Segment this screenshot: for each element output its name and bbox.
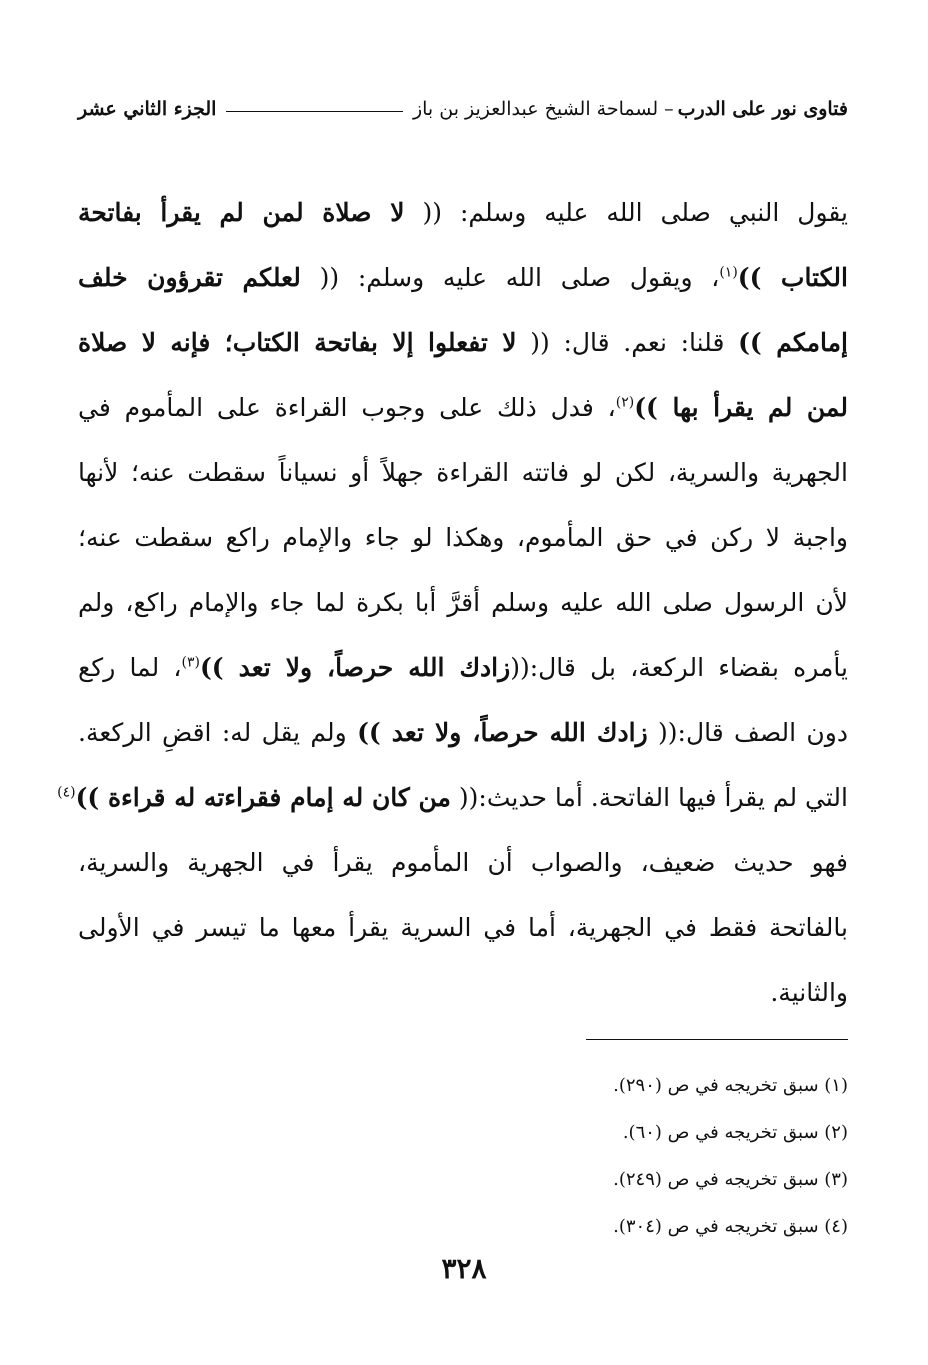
footnote-item: (١) سبق تخريجه في ص (٢٩٠). — [613, 1075, 848, 1096]
hadith-quote: زادك الله حرصاً، ولا تعد )) — [199, 653, 511, 682]
hadith-quote: زادك الله حرصاً، ولا تعد )) — [357, 718, 648, 747]
text-line: التي لم يقرأ فيها الفاتحة. أما حديث:(( من كان له إمام فقراءته له قراءة ))$^{(٤)}$ — [57, 783, 848, 812]
header-rule — [226, 111, 402, 112]
footnote-ref: (٤) — [57, 784, 76, 801]
footnote-ref: (١) — [719, 264, 738, 281]
page-number: ٣٢٨ — [441, 1252, 487, 1285]
body-text — [57, 180, 848, 1025]
author-name: – لسماحة الشيخ عبدالعزيز بن باز — [412, 98, 674, 120]
footnote-ref: (٣) — [181, 654, 200, 671]
footnote-item: (٤) سبق تخريجه في ص (٣٠٤). — [613, 1216, 848, 1237]
volume-label: الجزء الثاني عشر — [78, 98, 217, 120]
text-line: لمن لم يقرأ بها ))$^{(٢)}$، فدل ذلك على وجوب القراءة على المأموم في — [78, 393, 848, 422]
hadith-quote: من كان له إمام فقراءته له قراءة )) — [75, 783, 451, 812]
hadith-quote: لعلكم تقرؤون خلف — [78, 263, 301, 292]
footnote-item: (٣) سبق تخريجه في ص (٢٤٩). — [613, 1169, 848, 1190]
text-line: إمامكم )) قلنا: نعم. قال: (( لا تفعلوا إلا بفاتحة الكتاب؛ فإنه لا صلاة — [78, 328, 848, 357]
footnote-item: (٢) سبق تخريجه في ص (٦٠). — [622, 1122, 848, 1143]
running-header — [78, 92, 848, 126]
text-line: الجهرية والسرية، لكن لو فاتته القراءة جهلاً أو نسياناً سقطت عنه؛ لأنها — [78, 458, 848, 487]
text-line: واجبة لا ركن في حق المأموم، وهكذا لو جاء والإمام راكع سقطت عنه؛ — [78, 523, 848, 552]
text-line: والثانية. — [770, 978, 848, 1007]
text-line: الكتاب ))$^{(١)}$، ويقول صلى الله عليه وسلم: (( لعلكم تقرؤون خلف — [78, 263, 848, 292]
text-line: بالفاتحة فقط في الجهرية، أما في السرية يقرأ معها ما تيسر في الأولى — [78, 913, 848, 942]
footnotes — [348, 1062, 848, 1250]
hadith-quote: لا تفعلوا إلا بفاتحة الكتاب؛ فإنه لا صلاة — [78, 328, 517, 357]
text-line: يقول النبي صلى الله عليه وسلم: (( لا صلاة لمن لم يقرأ بفاتحة — [78, 198, 848, 227]
text-line: لأن الرسول صلى الله عليه وسلم أقرَّ أبا بكرة لما جاء والإمام راكع، ولم — [78, 588, 848, 617]
book-title: فتاوى نور على الدرب — [677, 98, 848, 120]
hadith-quote: لا صلاة لمن لم يقرأ بفاتحة — [78, 198, 405, 227]
text-line: فهو حديث ضعيف، والصواب أن المأموم يقرأ في الجهرية والسرية، — [78, 848, 848, 877]
footnote-separator — [586, 1039, 848, 1040]
footnote-ref: (٢) — [615, 394, 635, 411]
text-line: دون الصف قال:(( زادك الله حرصاً، ولا تعد )) ولم يقل له: اقضِ الركعة. — [78, 718, 848, 747]
text-line: يأمره بقضاء الركعة، بل قال:((زادك الله حرصاً، ولا تعد ))$^{(٣)}$، لما ركع — [78, 653, 848, 682]
